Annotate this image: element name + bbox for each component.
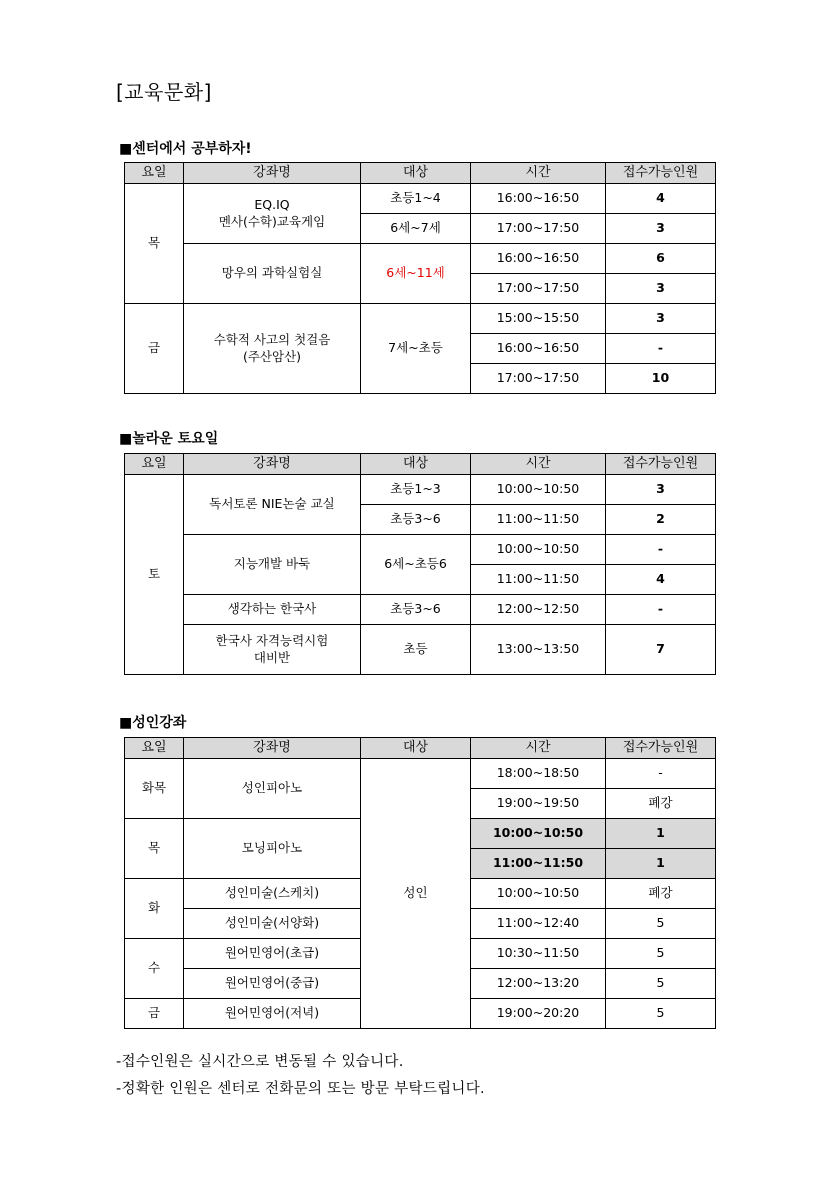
adult-table <box>124 737 716 1029</box>
time-cell: 16:00~16:50 <box>471 184 606 214</box>
day-cell: 화목 <box>125 759 184 819</box>
course-name: 망우의 과학실험실 <box>184 244 361 304</box>
capacity-cell: 3 <box>606 304 716 334</box>
course-name: 독서토론 NIE논술 교실 <box>184 475 361 535</box>
capacity-cell: 5 <box>606 969 716 999</box>
study-table <box>124 162 716 394</box>
time-cell: 11:00~11:50 <box>471 849 606 879</box>
time-cell: 11:00~11:50 <box>471 565 606 595</box>
time-cell: 10:00~10:50 <box>471 535 606 565</box>
capacity-cell: 폐강 <box>606 879 716 909</box>
capacity-cell: 7 <box>606 625 716 675</box>
section-title-study: ■센터에서 공부하자! <box>119 141 252 157</box>
course-name: 수학적 사고의 첫걸음 (주산암산) <box>184 304 361 394</box>
col-day: 요일 <box>125 738 184 759</box>
time-cell: 15:00~15:50 <box>471 304 606 334</box>
col-capacity: 접수가능인원 <box>606 454 716 475</box>
target-cell: 초등1~3 <box>361 475 471 505</box>
day-cell: 목 <box>125 184 184 304</box>
col-day: 요일 <box>125 454 184 475</box>
capacity-cell: 4 <box>606 184 716 214</box>
time-cell: 10:00~10:50 <box>471 819 606 849</box>
target-cell: 초등3~6 <box>361 595 471 625</box>
time-cell: 10:30~11:50 <box>471 939 606 969</box>
course-name: 한국사 자격능력시험 대비반 <box>184 625 361 675</box>
capacity-cell: - <box>606 595 716 625</box>
time-cell: 13:00~13:50 <box>471 625 606 675</box>
capacity-cell: 폐강 <box>606 789 716 819</box>
col-course: 강좌명 <box>184 454 361 475</box>
time-cell: 17:00~17:50 <box>471 364 606 394</box>
target-cell: 초등1~4 <box>361 184 471 214</box>
day-cell: 화 <box>125 879 184 939</box>
time-cell: 10:00~10:50 <box>471 475 606 505</box>
col-target: 대상 <box>361 738 471 759</box>
col-time: 시간 <box>471 738 606 759</box>
col-capacity: 접수가능인원 <box>606 163 716 184</box>
time-cell: 18:00~18:50 <box>471 759 606 789</box>
col-course: 강좌명 <box>184 163 361 184</box>
col-course: 강좌명 <box>184 738 361 759</box>
course-name: EQ.IQ 멘사(수학)교육게임 <box>184 184 361 244</box>
course-name: 성인미술(스케치) <box>184 879 361 909</box>
capacity-cell: 1 <box>606 819 716 849</box>
note-realtime: -접수인원은 실시간으로 변동될 수 있습니다. <box>116 1054 404 1070</box>
page-title: [교육문화] <box>116 80 212 104</box>
capacity-cell: - <box>606 334 716 364</box>
time-cell: 12:00~12:50 <box>471 595 606 625</box>
target-cell: 6세~초등6 <box>361 535 471 595</box>
course-name: 생각하는 한국사 <box>184 595 361 625</box>
capacity-cell: 5 <box>606 999 716 1029</box>
capacity-cell: 1 <box>606 849 716 879</box>
col-target: 대상 <box>361 454 471 475</box>
course-name: 성인미술(서양화) <box>184 909 361 939</box>
time-cell: 11:00~11:50 <box>471 505 606 535</box>
capacity-cell: - <box>606 759 716 789</box>
target-cell: 초등3~6 <box>361 505 471 535</box>
col-day: 요일 <box>125 163 184 184</box>
time-cell: 16:00~16:50 <box>471 334 606 364</box>
section-title-saturday: ■놀라운 토요일 <box>119 431 219 447</box>
course-name: 성인피아노 <box>184 759 361 819</box>
target-cell: 6세~7세 <box>361 214 471 244</box>
course-name: 원어민영어(저녁) <box>184 999 361 1029</box>
time-cell: 12:00~13:20 <box>471 969 606 999</box>
time-cell: 11:00~12:40 <box>471 909 606 939</box>
target-cell: 성인 <box>361 759 471 1029</box>
section-title-adult: ■성인강좌 <box>119 715 187 731</box>
time-cell: 10:00~10:50 <box>471 879 606 909</box>
course-name: 지능개발 바둑 <box>184 535 361 595</box>
capacity-cell: 5 <box>606 939 716 969</box>
target-cell: 초등 <box>361 625 471 675</box>
capacity-cell: 10 <box>606 364 716 394</box>
col-target: 대상 <box>361 163 471 184</box>
capacity-cell: - <box>606 535 716 565</box>
target-cell: 7세~초등 <box>361 304 471 394</box>
day-cell: 금 <box>125 999 184 1029</box>
day-cell: 수 <box>125 939 184 999</box>
capacity-cell: 3 <box>606 274 716 304</box>
day-cell: 목 <box>125 819 184 879</box>
col-time: 시간 <box>471 454 606 475</box>
capacity-cell: 5 <box>606 909 716 939</box>
capacity-cell: 2 <box>606 505 716 535</box>
course-name: 원어민영어(중급) <box>184 969 361 999</box>
course-name: 원어민영어(초급) <box>184 939 361 969</box>
col-time: 시간 <box>471 163 606 184</box>
note-contact: -정확한 인원은 센터로 전화문의 또는 방문 부탁드립니다. <box>116 1081 485 1097</box>
time-cell: 19:00~20:20 <box>471 999 606 1029</box>
capacity-cell: 3 <box>606 475 716 505</box>
time-cell: 16:00~16:50 <box>471 244 606 274</box>
time-cell: 19:00~19:50 <box>471 789 606 819</box>
capacity-cell: 4 <box>606 565 716 595</box>
capacity-cell: 6 <box>606 244 716 274</box>
day-cell: 금 <box>125 304 184 394</box>
course-name: 모닝피아노 <box>184 819 361 879</box>
time-cell: 17:00~17:50 <box>471 274 606 304</box>
capacity-cell: 3 <box>606 214 716 244</box>
col-capacity: 접수가능인원 <box>606 738 716 759</box>
saturday-table <box>124 453 716 675</box>
time-cell: 17:00~17:50 <box>471 214 606 244</box>
target-cell: 6세~11세 <box>361 244 471 304</box>
day-cell: 토 <box>125 475 184 675</box>
